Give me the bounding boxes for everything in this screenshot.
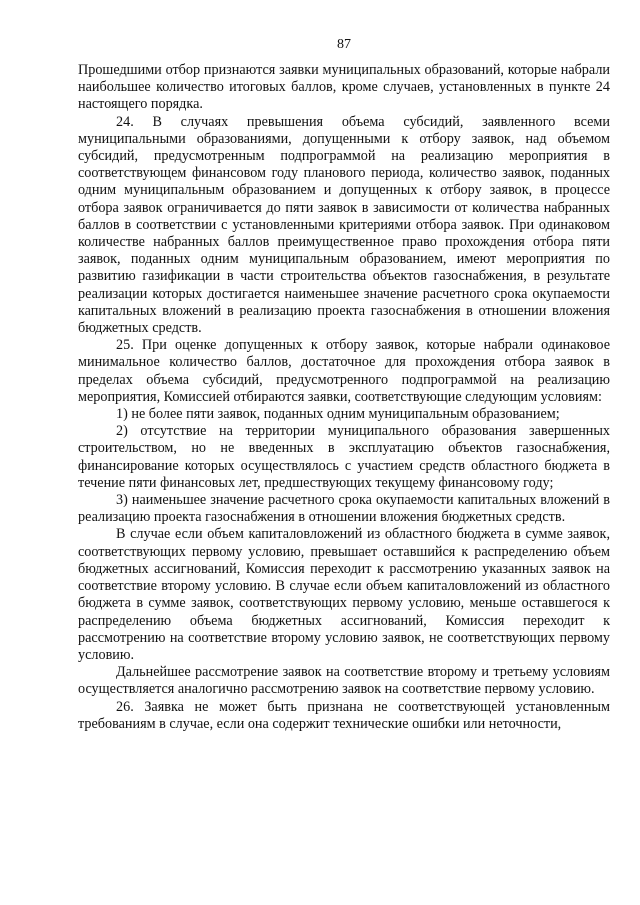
document-page (78, 36, 610, 733)
paragraph: Прошедшими отбор признаются заявки муниципальных образований, которые набрали наибольшее количество итоговых баллов, кроме случаев, установленных в пункте 24 настоящего порядка. (78, 62, 610, 113)
paragraph: 26. Заявка не может быть признана не соответствующей установленным требованиям в случае, если она содержит технические ошибки или неточности, (78, 698, 610, 732)
page-number: 87 (337, 37, 351, 52)
paragraph: 25. При оценке допущенных к отбору заявок, которые набрали одинаковое минимальное количество баллов, достаточное для прохождения отбора заявок в пределах объема субсидий, предусмотренного подпрограммой на реализацию мероприятия, Комиссией отбираются заявки, соответствующие следующим условиям: (78, 337, 610, 405)
paragraph: В случае если объем капиталовложений из областного бюджета в сумме заявок, соответствующих первому условию, превышает оставшийся к распределению объем бюджетных ассигнований, Комиссия переходит к рассмотрению указанных заявок на соответствие второму условию. В случае если объем капиталовложений из областного бюджета в сумме заявок, соответствующих первому условию, меньше оставшегося к распределению объема бюджетных ассигнований, Комиссия переходит к рассмотрению на соответствие второму условию заявок, не соответствующих первому условию. (78, 526, 610, 663)
paragraph: 24. В случаях превышения объема субсидий, заявленного всеми муниципальными образованиями, допущенными к отбору заявок, над объемом субсидий, предусмотренным подпрограммой на реализацию мероприятия в соответствующем финансовом году планового периода, количество заявок, поданных одним муниципальным образованием и допущенных к отбору заявок, в процессе отбора заявок ограничивается до пяти заявок в зависимости от количества набранных баллов в соответствии с установленными критериями отбора заявок. При одинаковом количестве набранных баллов преимущественное право прохождения отбора пяти заявок, поданных одним муниципальным образованием, имеют мероприятия по развитию газификации в части строительства объектов газоснабжения, в результате реализации которых достигается наименьшее значение расчетного срока окупаемости капитальных вложений в реализацию проекта газоснабжения в отношении вложения бюджетных средств. (78, 113, 610, 337)
paragraph: 3) наименьшее значение расчетного срока окупаемости капитальных вложений в реализацию проекта газоснабжения в отношении вложения бюджетных средств. (78, 492, 610, 526)
document-body (78, 62, 610, 733)
paragraph: Дальнейшее рассмотрение заявок на соответствие второму и третьему условиям осуществляется аналогично рассмотрению заявок на соответствие первому условию. (78, 664, 610, 698)
paragraph: 1) не более пяти заявок, поданных одним муниципальным образованием; (116, 406, 560, 423)
paragraph: 2) отсутствие на территории муниципального образования завершенных строительством, но не введенных в эксплуатацию объектов газоснабжения, финансирование которых осуществлялось с участием средств областного бюджета в течение пяти финансовых лет, предшествующих текущему финансовому году; (78, 423, 610, 491)
